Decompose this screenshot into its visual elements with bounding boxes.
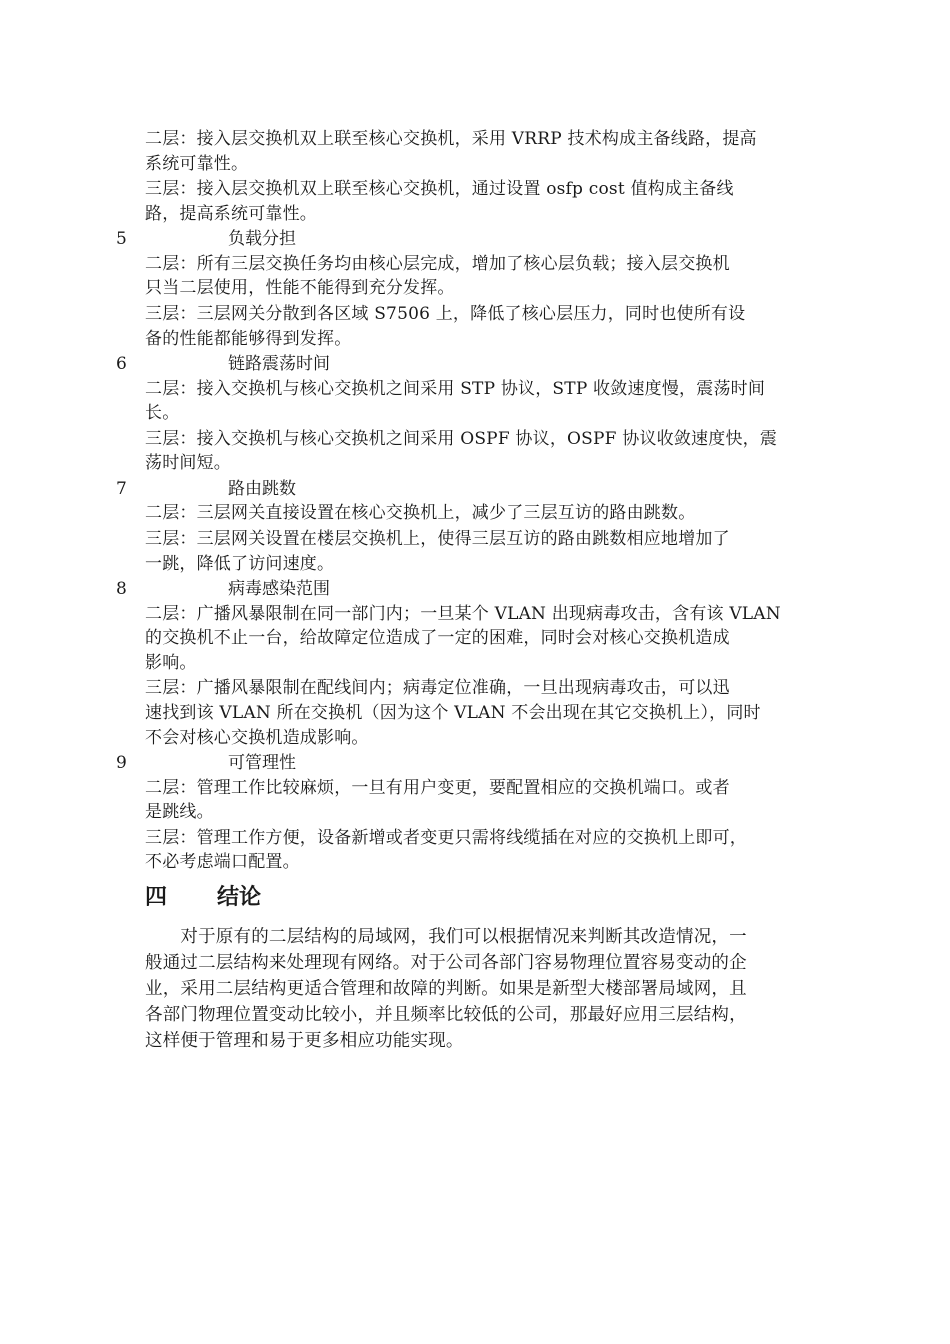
paragraph-line: 二层：接入交换机与核心交换机之间采用 STP 协议，STP 收敛速度慢，震荡时间 xyxy=(145,378,766,399)
paragraph-line: 不必考虑端口配置。 xyxy=(145,852,300,873)
heading-number: 8 xyxy=(116,579,127,599)
heading-title: 病毒感染范围 xyxy=(228,579,330,599)
paragraph-line: 三层：接入层交换机双上联至核心交换机，通过设置 osfp cost 值构成主备线 xyxy=(145,179,734,200)
heading-number: 9 xyxy=(116,753,127,773)
conclusion-line: 这样便于管理和易于更多相应功能实现。 xyxy=(145,1031,464,1051)
paragraph-line: 路，提高系统可靠性。 xyxy=(145,203,317,224)
paragraph-line: 三层：管理工作方便，设备新增或者变更只需将线缆插在对应的交换机上即可， xyxy=(145,827,747,848)
heading-number: 6 xyxy=(116,354,127,374)
paragraph-line: 三层：三层网关设置在楼层交换机上，使得三层互访的路由跳数相应地增加了 xyxy=(145,528,730,549)
paragraph-line: 长。 xyxy=(145,403,180,424)
heading-title: 负载分担 xyxy=(228,229,296,250)
paragraph-line: 二层：所有三层交换任务均由核心层完成，增加了核心层负载；接入层交换机 xyxy=(145,253,730,274)
paragraph-line: 影响。 xyxy=(145,652,197,673)
paragraph-line: 三层：接入交换机与核心交换机之间采用 OSPF 协议，OSPF 协议收敛速度快，震 xyxy=(145,428,778,449)
paragraph-line: 二层：管理工作比较麻烦，一旦有用户变更，要配置相应的交换机端口。或者 xyxy=(145,777,730,798)
conclusion-line: 业，采用二层结构更适合管理和故障的判断。如果是新型大楼部署局域网，且 xyxy=(145,979,747,999)
heading-title: 链路震荡时间 xyxy=(228,354,330,374)
paragraph-line: 一跳，降低了访问速度。 xyxy=(145,553,335,574)
heading-title: 路由跳数 xyxy=(228,478,296,499)
conclusion-line: 般通过二层结构来处理现有网络。对于公司各部门容易物理位置容易变动的企 xyxy=(145,953,747,973)
paragraph-line: 备的性能都能够得到发挥。 xyxy=(145,328,352,349)
paragraph-line: 三层：广播风暴限制在配线间内；病毒定位准确，一旦出现病毒攻击，可以迅 xyxy=(145,678,730,699)
paragraph-line: 的交换机不止一台，给故障定位造成了一定的困难，同时会对核心交换机造成 xyxy=(145,628,730,649)
section-number: 四 xyxy=(145,885,168,910)
paragraph-line: 三层：三层网关分散到各区域 S7506 上，降低了核心层压力，同时也使所有设 xyxy=(145,303,746,324)
conclusion-line: 对于原有的二层结构的局域网，我们可以根据情况来判断其改造情况，一 xyxy=(145,927,747,947)
heading-number: 5 xyxy=(116,229,127,250)
paragraph-line: 是跳线。 xyxy=(145,802,214,823)
paragraph-line: 速找到该 VLAN 所在交换机（因为这个 VLAN 不会出现在其它交换机上），同时 xyxy=(145,702,761,723)
paragraph-line: 二层：三层网关直接设置在核心交换机上，减少了三层互访的路由跳数。 xyxy=(145,503,696,524)
paragraph-line: 系统可靠性。 xyxy=(145,153,249,174)
heading-number: 7 xyxy=(116,478,127,499)
paragraph-line: 二层：广播风暴限制在同一部门内；一旦某个 VLAN 出现病毒攻击，含有该 VLAN xyxy=(145,603,781,624)
paragraph-line: 只当二层使用，性能不能得到充分发挥。 xyxy=(145,278,455,299)
section-heading: 结论 xyxy=(217,885,262,910)
heading-title: 可管理性 xyxy=(228,753,296,773)
paragraph-line: 二层：接入层交换机双上联至核心交换机，采用 VRRP 技术构成主备线路，提高 xyxy=(145,129,757,149)
paragraph-line: 荡时间短。 xyxy=(145,453,231,474)
conclusion-line: 各部门物理位置变动比较小，并且频率比较低的公司，那最好应用三层结构， xyxy=(145,1005,747,1025)
paragraph-line: 不会对核心交换机造成影响。 xyxy=(145,727,369,748)
